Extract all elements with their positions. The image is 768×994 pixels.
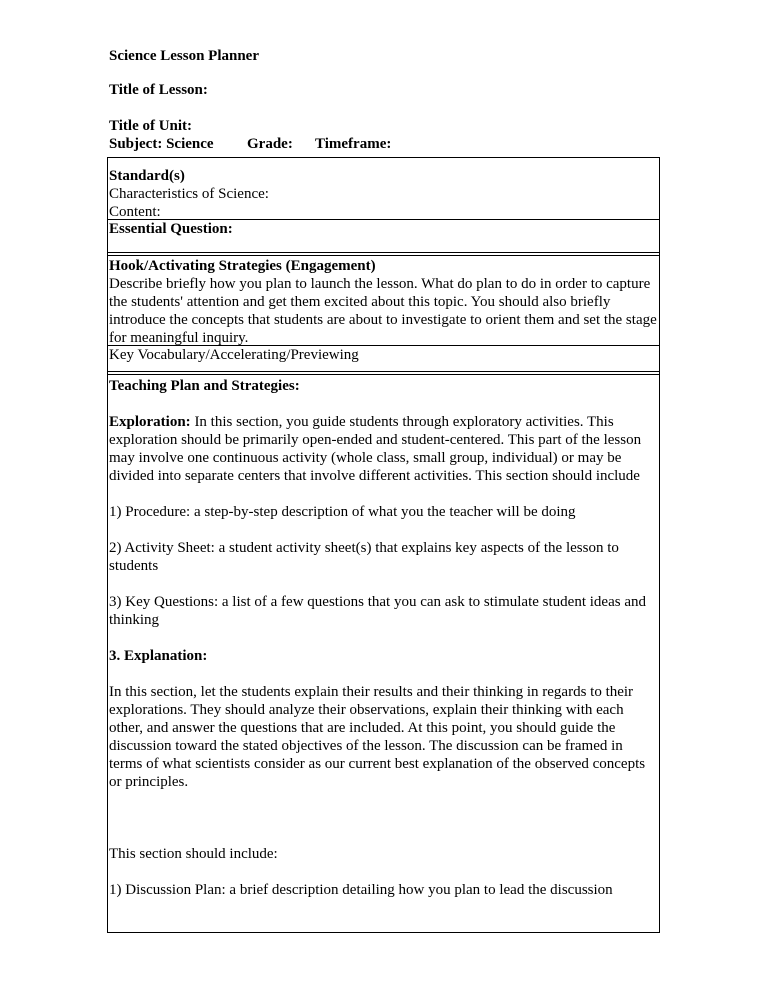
- activity-sheet-item: 2) Activity Sheet: a student activity sheet(s) that explains key aspects of the lesson to students: [109, 540, 619, 574]
- lesson-title-label: Title of Lesson:: [109, 82, 208, 98]
- hook-heading: Hook/Activating Strategies (Engagement): [109, 258, 376, 274]
- standards-cell: [108, 167, 659, 221]
- hook-description: Describe briefly how you plan to launch the lesson. What do plan to do in order to capture the students' attention and get them excited about this topic. You should also briefly introduce the concepts that students are about to investigate to orient them and set the stage for meaningful inquiry.: [109, 276, 657, 346]
- essential-question-cell: [108, 220, 659, 238]
- content-label: Content:: [109, 204, 161, 220]
- characteristics-of-science-label: Characteristics of Science:: [109, 186, 269, 202]
- include-intro: This section should include:: [109, 846, 278, 862]
- teaching-plan-cell: [108, 377, 659, 899]
- exploration-label: Exploration:: [109, 414, 191, 430]
- vocabulary-heading: Key Vocabulary/Accelerating/Previewing: [109, 347, 359, 363]
- teaching-plan-heading: Teaching Plan and Strategies:: [109, 378, 300, 394]
- procedure-item: 1) Procedure: a step-by-step description of what you the teacher will be doing: [109, 504, 576, 520]
- essential-question-heading: Essential Question:: [109, 221, 233, 237]
- hook-cell: [108, 257, 659, 347]
- timeframe-label: Timeframe:: [315, 136, 392, 152]
- planner-title: Science Lesson Planner: [109, 48, 259, 64]
- explanation-text: In this section, let the students explain their results and their thinking in regards to their explorations. They should analyze their observations, explain their thinking with each other, and answer the questions that are included. At this point, you should guide the discussion toward the stated objectives of the lesson. The discussion can be framed in terms of what scientists consider as our current best explanation of the observed concepts or principles.: [109, 684, 646, 790]
- lesson-plan-table: [107, 157, 660, 933]
- discussion-plan-item: 1) Discussion Plan: a brief description detailing how you plan to lead the discussion: [109, 882, 613, 898]
- row-divider: [108, 252, 659, 256]
- grade-label: Grade:: [247, 136, 293, 152]
- explanation-heading: 3. Explanation:: [109, 648, 208, 664]
- subject-label: Subject: Science: [109, 136, 214, 152]
- key-questions-item: 3) Key Questions: a list of a few questions that you can ask to stimulate student ideas and thinking: [109, 594, 646, 628]
- unit-title-label: Title of Unit:: [109, 118, 193, 134]
- vocabulary-cell: [108, 346, 659, 364]
- exploration-paragraph: [109, 413, 659, 485]
- exploration-text: In this section, you guide students through exploratory activities. This exploration should be primarily open-ended and student-centered. This part of the lesson may involve one continuous activity (whole class, small group, individual) or may be divided into separate centers that involve different activities. This section should include: [109, 414, 642, 484]
- standards-heading: Standard(s): [109, 168, 185, 184]
- row-divider: [108, 371, 659, 375]
